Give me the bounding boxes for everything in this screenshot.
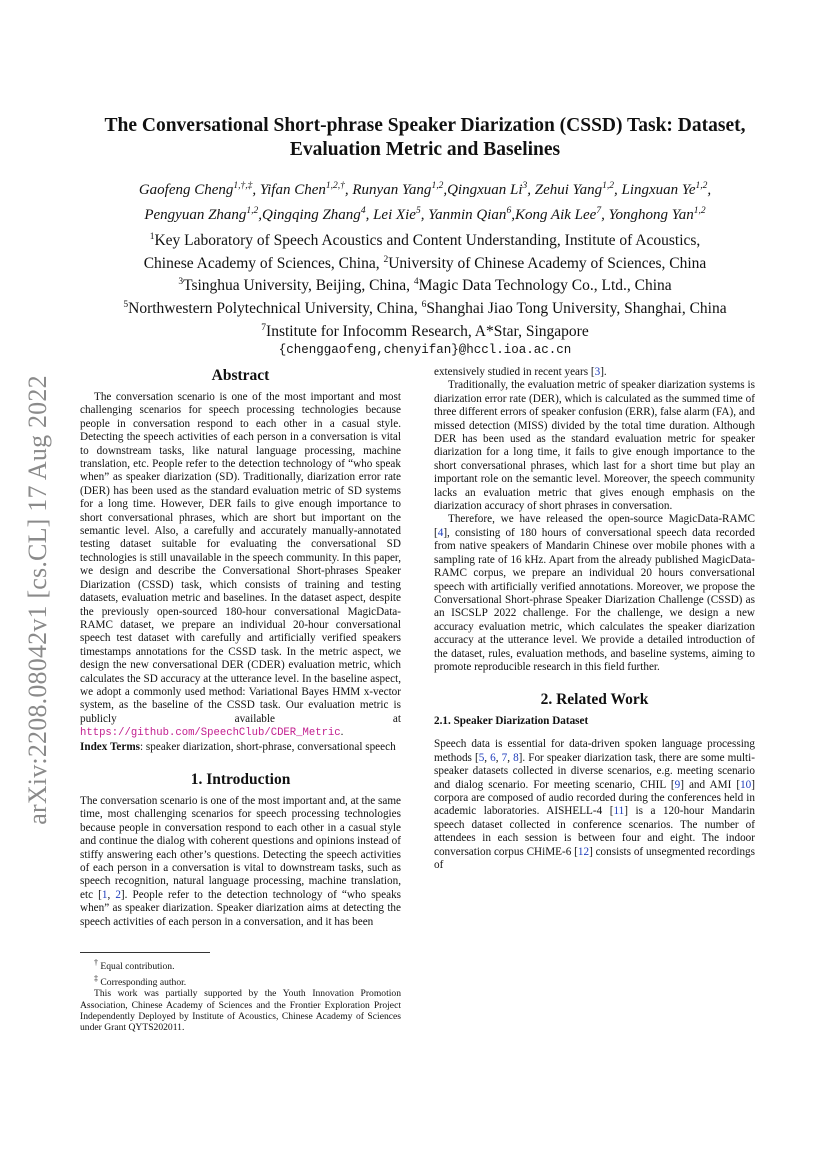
- affiliation-line: [70, 251, 780, 274]
- left-column: [80, 366, 401, 929]
- related-text: ] consists of unsegmented recordings of: [434, 845, 755, 871]
- affil-sup: 7: [261, 322, 267, 333]
- title-line-1: The Conversational Short-phrase Speaker Diarization (CSSD) Task: Dataset,: [104, 115, 746, 136]
- affiliation-block: [70, 228, 780, 361]
- metric-repo-link[interactable]: https://github.com/SpeechClub/CDER_Metric: [80, 727, 341, 740]
- abstract-heading: Abstract: [211, 367, 270, 384]
- intro-text: ].: [600, 366, 607, 378]
- intro-continuation: [434, 366, 755, 379]
- author-sup: 5: [415, 206, 421, 216]
- affiliation-line: [70, 273, 780, 296]
- affil-text: Chinese Academy of Sciences, China,: [143, 254, 384, 272]
- affil-text: Shanghai Jiao Tong University, Shanghai, China: [426, 300, 727, 318]
- abstract-end: .: [340, 726, 344, 739]
- author-sup: 1,2: [246, 206, 259, 216]
- citation[interactable]: 6: [490, 751, 496, 764]
- arxiv-identifier-stamp: [24, 330, 52, 870]
- affil-text: Institute for Infocomm Research, A*Star, Singapore: [266, 322, 589, 340]
- citation[interactable]: 11: [613, 805, 625, 818]
- affil-sup: 3: [178, 277, 184, 288]
- author-sup: 4: [360, 206, 366, 216]
- cite-sep: ,: [484, 751, 491, 764]
- related-text: Speech data is essential for data-driven spoken language processing methods [: [434, 738, 755, 764]
- paper-title: [60, 114, 790, 162]
- citation[interactable]: 1: [101, 888, 108, 901]
- author: Pengyuan Zhang: [144, 207, 247, 223]
- intro-paragraph-2: Traditionally, the evaluation metric of speaker diarization systems is diarization error rate (DER), which is calculated as the summed time of three different errors of speaker confusion (ERR), false alarm (FA), and missed detection (MISS) divided by the total time duration. Although DER has been used as the standard evaluation metric for speaker diarization for a long time, it fails to give enough importance to the short conversational phrases, which last for a short time but play an important role on the semantic level. Moreover, the speech community lacks an evaluation metric that gives enough emphasis on the diarization accuracy of short phrases in conversation.: [434, 379, 755, 513]
- author-sup: 3: [522, 181, 528, 191]
- author-sup: 1,2: [693, 206, 706, 216]
- intro-text: ]. People refer to the detection technology of “who speaks when” as speaker diarization. Speaker diarization aims at detecting the speech activities of each person in a conversation, and it has been: [80, 888, 402, 928]
- affil-sup: 1: [149, 232, 155, 242]
- affiliation-line: [70, 296, 780, 319]
- affiliation-line: [70, 319, 780, 342]
- index-terms-text: : speaker diarization, short-phrase, conversational speech: [140, 740, 396, 753]
- author: Yifan Chen: [259, 182, 326, 198]
- affil-text: University of Chinese Academy of Sciences, China: [388, 254, 707, 272]
- author-sup: 6: [506, 206, 512, 216]
- citation[interactable]: 9: [674, 778, 681, 791]
- cite-sep: ,: [507, 751, 514, 764]
- intro-text: The conversation scenario is one of the most important and, at the same time, most challenging scenarios for speech processing technologies because people in conversation respond to each other in a casual style and continue the dialog with coherent questions and opinions instead of stiffy answering each other’s questions. Detecting the speech activities of each person in a conversation is vital to downstream tasks, such as speech recognition, natural language processing, machine translation, etc [: [80, 794, 401, 901]
- author-sup: 1,†,‡: [233, 181, 253, 191]
- related-text: ] is a 120-hour Mandarin speech dataset collected in conference scenarios. The number of attendees in each session is between four and eight. The indoor conversation corpus CHiME-6 [: [434, 805, 755, 858]
- footnote-symbol: ‡: [94, 973, 98, 983]
- related-text: ] corpora are composed of audio recorded during the conferences held in academic laboratories. AISHELL-4 [: [434, 778, 755, 818]
- affiliation-line: [70, 228, 780, 251]
- author: Lei Xie: [373, 207, 416, 223]
- citation[interactable]: 8: [513, 751, 519, 764]
- footnote-funding: This work was partially supported by the Youth Innovation Promotion Association, Chinese Academy of Sciences and the Frontier Exploration Project Independently Deployed by Institute of Acoustics, Chinese Academy of Sciences under Grant QYTS202011.: [80, 988, 401, 1034]
- right-column: [434, 366, 755, 872]
- intro-text: Therefore, we have released the open-source MagicData-RAMC [: [434, 513, 755, 539]
- author-sup: 7: [596, 206, 602, 216]
- index-terms-label: Index Terms: [80, 740, 140, 753]
- intro-paragraph-3: [434, 513, 755, 674]
- intro-heading: 1. Introduction: [190, 770, 291, 788]
- affil-text: Magic Data Technology Co., Ltd., China: [418, 277, 672, 295]
- intro-text: ], consisting of 180 hours of conversational speech data recorded from native speakers of Mandarin Chinese over mobile phones with a sampling rate of 16 kHz. Apart from the already published MagicData-RAMC corpus, we prepare an individual 20 hours conversational speech with artificially verified annotations. Moreover, we propose the Conversational Short-phrase Speaker Diarization Challenge (CSSD) as an ISCSLP 2022 challenge. For the challenge, we design a new accuracy evaluation metric, which calculates the speaker diarization accuracy at the utterance level. We provide a detailed introduction of the dataset, rules, evaluation methods, and baseline systems, aiming to promote reproducible research in this field further.: [434, 526, 755, 673]
- author: Kong Aik Lee: [514, 207, 597, 223]
- citation[interactable]: 2: [115, 888, 121, 901]
- author-sup: 1,2: [431, 181, 444, 191]
- related-work-heading: 2. Related Work: [540, 691, 649, 709]
- affil-text: Northwestern Polytechnical University, China,: [128, 300, 422, 318]
- author-line-2: Pengyuan Zhang$^{1,2}$,Qingqing Zhang$^4$, Lei Xie$^5$, Yanmin Qian$^6$,Kong Aik Lee$^7$, Yonghong Yan$^{1,2}$: [144, 206, 706, 223]
- author: Gaofeng Cheng: [138, 182, 234, 198]
- affil-sup: 6: [421, 299, 427, 310]
- affil-text: Tsinghua University, Beijing, China,: [183, 277, 414, 295]
- citation[interactable]: 5: [478, 751, 485, 764]
- author: Yonghong Yan: [608, 207, 694, 223]
- title-line-2: Evaluation Metric and Baselines: [289, 139, 561, 160]
- subsection-heading: 2.1. Speaker Diarization Dataset: [434, 715, 589, 728]
- intro-text: extensively studied in recent years [: [434, 366, 595, 378]
- footnote-text: Equal contribution.: [98, 961, 175, 973]
- citation[interactable]: 10: [740, 778, 752, 791]
- citation[interactable]: 4: [437, 526, 444, 539]
- author-line-1: Gaofeng Cheng$^{1,\dagger,\ddagger}$, Yifan Chen$^{1,2,\dagger}$, Runyan Yang$^{1,2}$,Qingxuan Li$^3$, Zehui Yang$^{1,2}$, Lingxuan Ye$^{1,2}$,: [138, 181, 712, 198]
- affil-sup: 2: [383, 254, 389, 265]
- author: Qingqing Zhang: [262, 207, 361, 223]
- arxiv-identifier-text: arXiv:2208.08042v1 [cs.CL] 17 Aug 2022: [23, 375, 52, 825]
- citation[interactable]: 7: [501, 751, 508, 764]
- related-paragraph: [434, 738, 755, 872]
- index-terms: [80, 741, 401, 754]
- footnote-corresponding: [80, 973, 401, 989]
- affil-sup: 5: [123, 299, 129, 310]
- abstract-body: [80, 391, 401, 741]
- author: Zehui Yang: [534, 182, 603, 198]
- contact-email: {chenggaofeng,chenyifan}@hccl.ioa.ac.cn: [278, 343, 572, 358]
- citation[interactable]: 12: [577, 845, 590, 858]
- author-sup: 1,2: [695, 181, 708, 191]
- author-sup: 1,2,†: [325, 181, 345, 191]
- footnote-equal-contribution: [80, 957, 401, 973]
- author: Lingxuan Ye: [621, 182, 696, 198]
- affil-text: Key Laboratory of Speech Acoustics and Content Understanding, Institute of Acoustics,: [154, 232, 701, 250]
- author-list: [70, 176, 780, 226]
- cite-sep: ,: [107, 888, 116, 901]
- author: Yanmin Qian: [428, 207, 507, 223]
- footnote-text: Corresponding author.: [98, 976, 187, 988]
- related-text: ] and AMI [: [680, 778, 741, 791]
- intro-paragraph-1: [80, 795, 401, 929]
- abstract-text: The conversation scenario is one of the most important and most challenging scenarios for speech processing technologies because people in conversation respond to each other in a casual style. Detecting the speech activities of each person in a conversation is vital to downstream tasks, like natural language processing, machine translation, etc. People refer to the detection technology of “who speak when” as speaker diarization (SD). Traditionally, diarization error rate (DER) has been used as the standard evaluation metric of SD systems for a long time. However, DER fails to give enough importance to short conversational phrases, which are short but important on the semantic level. Also, a carefully and accurately manually-annotated testing dataset suitable for evaluating the conversational SD technologies is still unavailable in the speech community. In this paper, we design and describe the Conversational Short-phrases Speaker Diarization (CSSD) task, which consists of training and testing datasets, evaluation metric and baselines. In the dataset aspect, despite the previously open-sourced 180-hour conversational MagicData-RAMC dataset, we prepare an individual 20-hour conversational speech test dataset with carefully and artificially verified speakers timestamps annotations for the CSSD task. In the metric aspect, we design the new conversational DER (CDER) evaluation metric, which calculates the SD accuracy at the utterance level. In the baseline aspect, we adopt a commonly used method: Variational Bayes HMM x-vector system, as the baseline of the CSSD task. Our evaluation metric is publicly available at: [80, 391, 401, 725]
- citation[interactable]: 3: [594, 366, 601, 378]
- related-text: ]. For speaker diarization task, there are some multi-speaker datasets collected in diverse scenarios, e.g. meeting scenario and dialog scenario. For meeting scenario, CHIL [: [434, 751, 756, 791]
- author-sup: 1,2: [602, 181, 614, 191]
- author: Qingxuan Li: [447, 182, 523, 198]
- footnotes: [80, 952, 401, 1034]
- intro-paragraph-1-continued: [434, 366, 755, 379]
- cite-sep: ,: [495, 751, 502, 764]
- author: Runyan Yang: [352, 182, 432, 198]
- affil-sup: 4: [413, 277, 419, 288]
- footnote-symbol: †: [94, 958, 98, 967]
- footnote-rule: [80, 952, 210, 953]
